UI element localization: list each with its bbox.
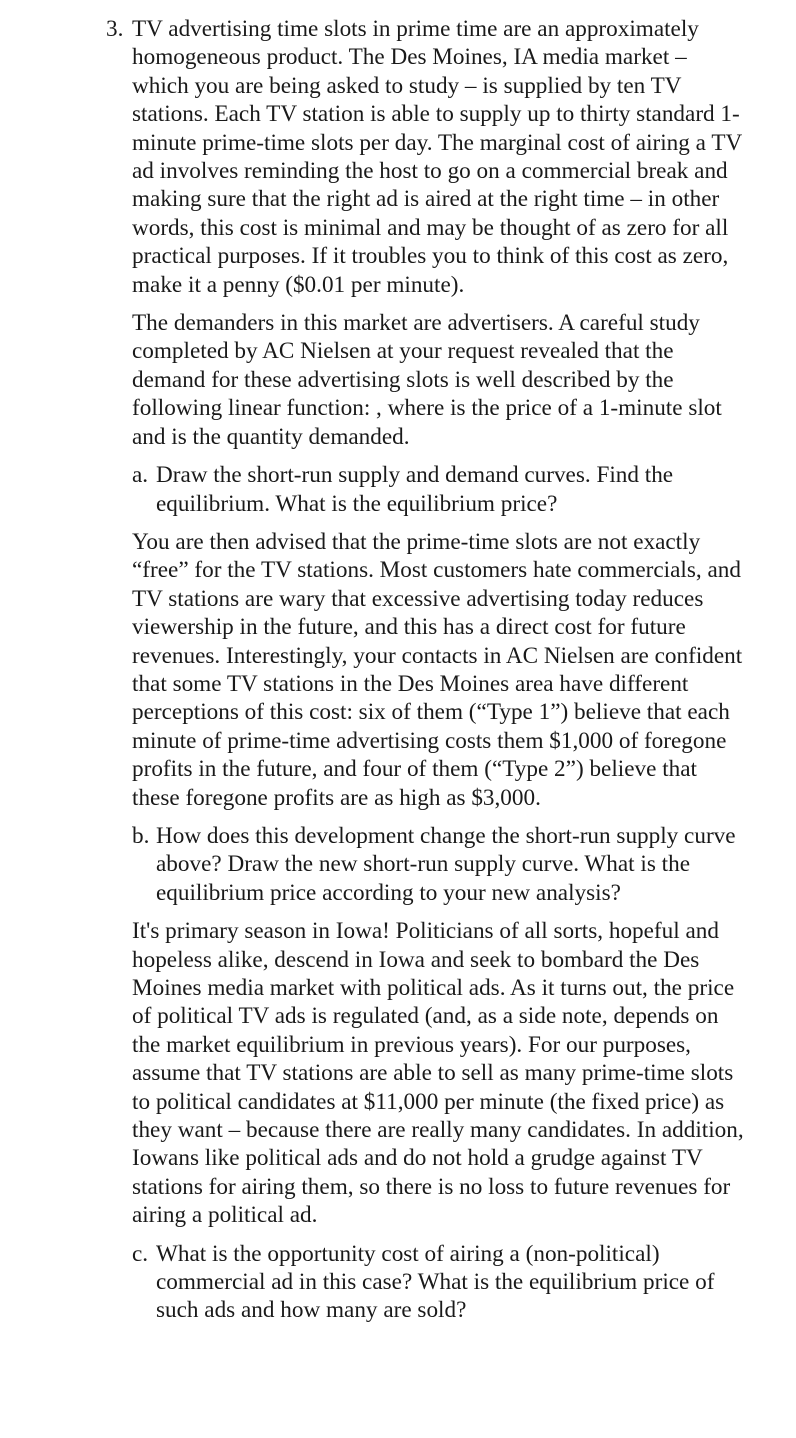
part-c <box>132 1240 746 1325</box>
part-b-text: How does this development change the short-run supply curve above? Draw the new short-run supply curve. What is the equilibrium price according to your new analysis? <box>156 822 736 906</box>
part-a <box>132 461 746 518</box>
political-paragraph: It's primary season in Iowa! Politicians of all sorts, hopeful and hopeless alike, descend in Iowa and seek to bombard the Des Moines media market with political ads. As it turns out, the price of political TV ads is regulated (and, as a side note, depends on the market equilibrium in previous years). For our purposes, assume that TV stations are able to sell as many prime-time slots to political candidates at $11,000 per minute (the fixed price) as they want – because there are really many candidates. In addition, Iowans like political ads and do not hold a grudge against TV stations for airing them, so there is no loss to future revenues for airing a political ad. <box>132 918 744 1229</box>
question-number: 3. <box>106 16 124 42</box>
intro-paragraph: TV advertising time slots in prime time are an approximately homogeneous product. The Des Moines, IA media market – which you are being asked to study – is supplied by ten TV stations. Each TV station is able to supply up to thirty standard 1-minute prime-time slots per day. The marginal cost of airing a TV ad involves reminding the host to go on a commercial break and making sure that the right ad is aired at the right time – in other words, this cost is minimal and may be thought of as zero for all practical purposes. If it troubles you to think of this cost as zero, make it a penny ($0.01 per minute). <box>132 16 742 298</box>
part-a-label: a. <box>132 462 149 489</box>
part-c-label: c. <box>132 1240 149 1267</box>
part-a-text: Draw the short-run supply and demand curves. Find the equilibrium. What is the equilibrium price? <box>156 462 674 517</box>
question-header <box>106 15 746 309</box>
cost-paragraph: You are then advised that the prime-time slots are not exactly “free” for the TV stations. Most customers hate commercials, and TV stations are wary that excessive advertising today reduces viewership in the future, and this has a direct cost for future revenues. Interestingly, your contacts in AC Nielsen are confident that some TV stations in the Des Moines area have different perceptions of this cost: six of them (“Type 1”) believe that each minute of prime-time advertising costs them $1,000 of foregone profits in the future, and four of them (“Type 2”) believe that these foregone profits are as high as $3,000. <box>132 528 743 811</box>
demand-paragraph: The demanders in this market are advertisers. A careful study completed by AC Nielsen at your request revealed that the demand for these advertising slots is well described by the following linear function: , where is the price of a 1-minute slot and is the quantity demanded. <box>132 310 722 450</box>
question-3 <box>106 15 746 1335</box>
part-b-label: b. <box>132 822 150 849</box>
part-c-text: What is the opportunity cost of airing a (non-political) commercial ad in this case? What is the equilibrium price of such ads and how many are sold? <box>156 1240 715 1324</box>
part-b <box>132 822 746 907</box>
